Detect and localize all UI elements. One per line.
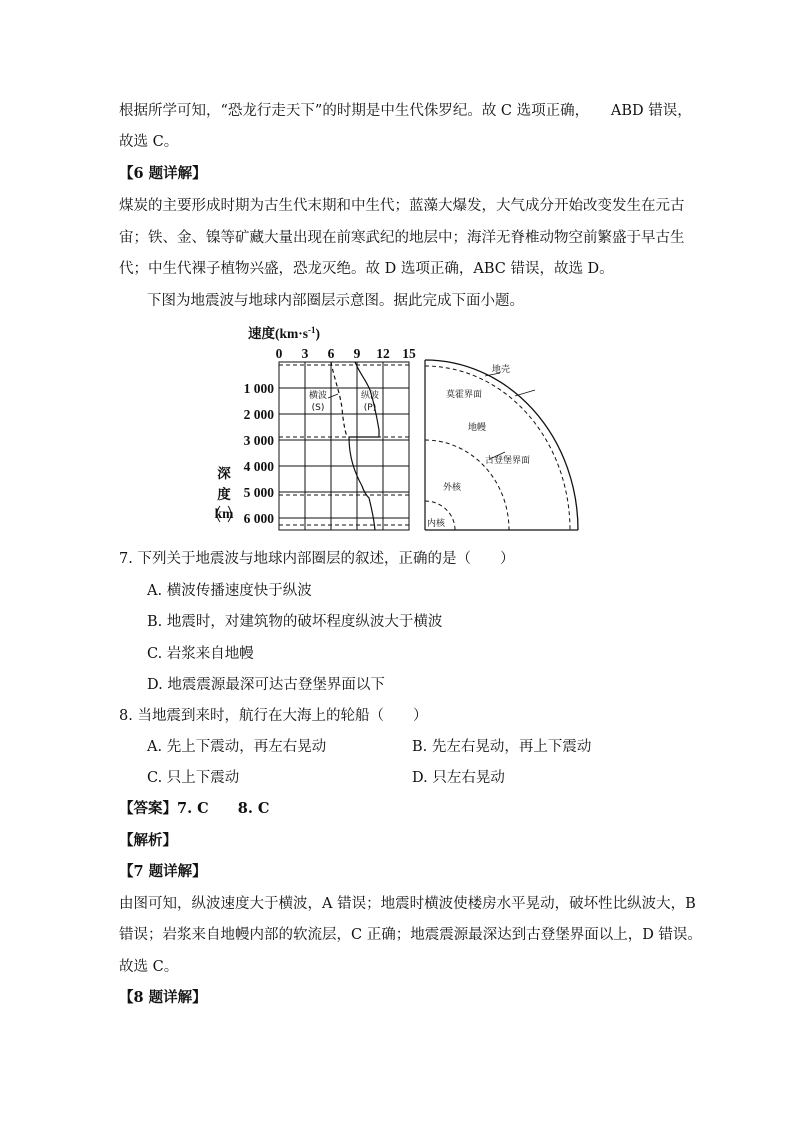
q7-option-b: B. 地震时，对建筑物的破坏程度纵波大于横波 bbox=[147, 614, 443, 630]
gutenberg-label: 古登堡界面 bbox=[485, 456, 531, 466]
section-heading-7: 【7 题详解】 bbox=[119, 863, 207, 880]
answer-line bbox=[119, 799, 269, 819]
section-heading-6: 【6 题详解】 bbox=[119, 165, 207, 182]
seismic-wave-figure bbox=[200, 318, 600, 538]
answer-text: 【答案】7. C 8. C bbox=[119, 800, 270, 817]
speed-tick: 15 bbox=[402, 346, 416, 361]
depth-axis-label: 度 bbox=[217, 487, 231, 502]
depth-tick: 1 000 bbox=[243, 381, 274, 396]
q7-option-d: D. 地震震源最深可达古登堡界面以下 bbox=[147, 677, 385, 693]
question-8-stem: 8. 当地震到来时，航行在大海上的轮船（ ） bbox=[119, 708, 428, 724]
depth-tick: 6 000 bbox=[243, 511, 274, 526]
speed-tick: 0 bbox=[275, 346, 283, 361]
section-heading-8: 【8 题详解】 bbox=[119, 989, 207, 1006]
p-wave-label: 纵波 bbox=[360, 391, 380, 401]
speed-tick: 6 bbox=[327, 346, 335, 361]
q7-option-c: C. 岩浆来自地幔 bbox=[147, 646, 254, 662]
speed-axis-title: 速度$(km\cdot s^{-1})$ bbox=[248, 325, 321, 341]
depth-axis-label: 深 bbox=[217, 466, 231, 481]
crust-label: 地壳 bbox=[492, 365, 511, 375]
depth-tick: 2 000 bbox=[243, 407, 274, 422]
q8-option-b: B. 先左右晃动，再上下震动 bbox=[412, 739, 592, 755]
s-wave-label: 横波 bbox=[308, 391, 328, 401]
explanation-line: 错误；岩浆来自地幔内部的软流层，C 正确；地震震源最深达到古登堡界面以上，D 错误。 bbox=[119, 927, 702, 943]
explanation-line: 由图可知，纵波速度大于横波，A 错误；地震时横波使楼房水平晃动，破坏性比纵波大，B bbox=[119, 896, 696, 912]
explanation-line: 故选 C。 bbox=[119, 959, 179, 975]
p-wave-symbol: (P) bbox=[363, 403, 377, 413]
q8-option-d: D. 只左右晃动 bbox=[412, 770, 505, 786]
depth-tick: 4 000 bbox=[243, 459, 274, 474]
q7-option-a: A. 横波传播速度快于纵波 bbox=[147, 583, 312, 599]
s-wave-curve bbox=[331, 362, 347, 437]
paragraph-line: 故选 C。 bbox=[119, 134, 179, 150]
outer-core-label: 外核 bbox=[443, 483, 462, 493]
depth-tick: 5 000 bbox=[243, 485, 274, 500]
speed-tick: 3 bbox=[301, 346, 309, 361]
p-wave-curve bbox=[349, 362, 379, 530]
s-wave-symbol: (S) bbox=[311, 403, 325, 413]
figure-intro: 下图为地震波与地球内部圈层示意图。据此完成下面小题。 bbox=[147, 293, 524, 309]
question-7-stem: 7. 下列关于地震波与地球内部圈层的叙述，正确的是（ ） bbox=[119, 551, 515, 567]
speed-tick: 12 bbox=[376, 346, 390, 361]
paragraph-line: 代；中生代裸子植物兴盛，恐龙灭绝。故 D 选项正确，ABC 错误，故选 D。 bbox=[119, 261, 614, 277]
inner-core-label: 内核 bbox=[427, 519, 446, 529]
paragraph-line: 煤炭的主要形成时期为古生代末期和中生代；蓝藻大爆发，大气成分开始改变发生在元古 bbox=[119, 198, 685, 214]
moho-label: 莫霍界面 bbox=[446, 390, 483, 400]
layer-boundaries bbox=[279, 365, 409, 525]
paragraph-line: 根据所学可知，“恐龙行走天下”的时期是中生代侏罗纪。故 C 选项正确， ABD 错误， bbox=[119, 103, 692, 119]
analysis-heading: 【解析】 bbox=[119, 832, 177, 849]
depth-tick: 3 000 bbox=[243, 433, 274, 448]
depth-unit: km bbox=[214, 506, 234, 521]
q8-option-a: A. 先上下震动，再左右晃动 bbox=[147, 739, 327, 755]
mantle-label: 地幔 bbox=[468, 423, 487, 433]
speed-depth-grid bbox=[279, 362, 409, 530]
speed-tick: 9 bbox=[353, 346, 361, 361]
q8-option-c: C. 只上下震动 bbox=[147, 770, 240, 786]
paragraph-line: 宙；铁、金、镍等矿藏大量出现在前寒武纪的地层中；海洋无脊椎动物空前繁盛于早古生 bbox=[119, 230, 685, 246]
earth-quadrant bbox=[425, 360, 578, 530]
